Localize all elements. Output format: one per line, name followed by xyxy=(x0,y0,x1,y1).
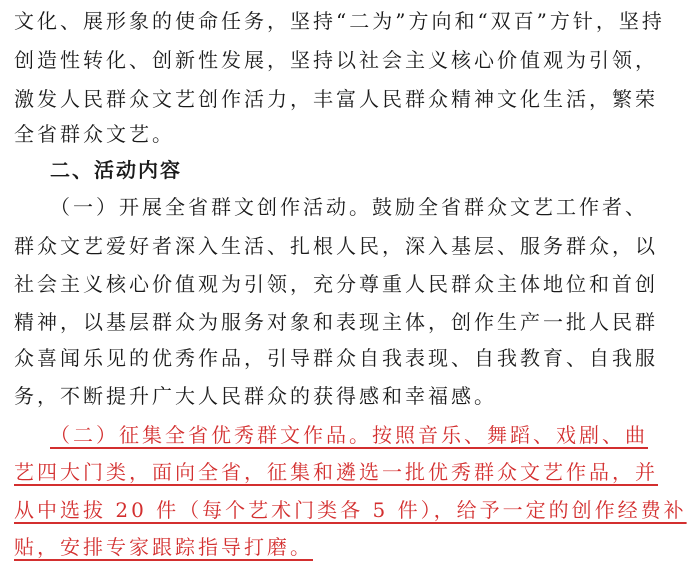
paragraph-first-line: （一）开展全省群文创作活动。鼓励全省群众文艺工作者、 xyxy=(50,195,648,219)
highlighted-paragraph-first-line: （二）征集全省优秀群文作品。按照音乐、舞蹈、戏剧、曲 xyxy=(50,423,648,447)
text-line: 群众文艺爱好者深入生活、扎根人民，深入基层、服务群众，以 xyxy=(14,234,658,258)
text-line: 创造性转化、创新性发展，坚持以社会主义核心价值观为引领， xyxy=(14,48,658,72)
highlighted-text-line: 艺四大门类，面向全省，征集和遴选一批优秀群众文艺作品，并 xyxy=(14,460,658,484)
text-line: 众喜闻乐见的优秀作品，引导群众自我表现、自我教育、自我服 xyxy=(14,346,658,370)
text-line: 激发人民群众文艺创作活力，丰富人民群众精神文化生活，繁荣 xyxy=(14,87,658,111)
text-line: 文化、展形象的使命任务，坚持“二为”方向和“双百”方针，坚持 xyxy=(14,9,665,33)
section-heading: 二、活动内容 xyxy=(50,158,182,182)
text-line: 全省群众文艺。 xyxy=(14,122,175,146)
text-line: 社会主义核心价值观为引领，充分尊重人民群众主体地位和首创 xyxy=(14,272,658,296)
highlighted-text-line: 贴，安排专家跟踪指导打磨。 xyxy=(14,535,313,559)
text-line: 务，不断提升广大人民群众的获得感和幸福感。 xyxy=(14,384,497,408)
text-line: 精神，以基层群众为服务对象和表现主体，创作生产一批人民群 xyxy=(14,310,658,334)
highlighted-text-line: 从中选拔 20 件（每个艺术门类各 5 件），给予一定的创作经费补 xyxy=(14,498,687,522)
